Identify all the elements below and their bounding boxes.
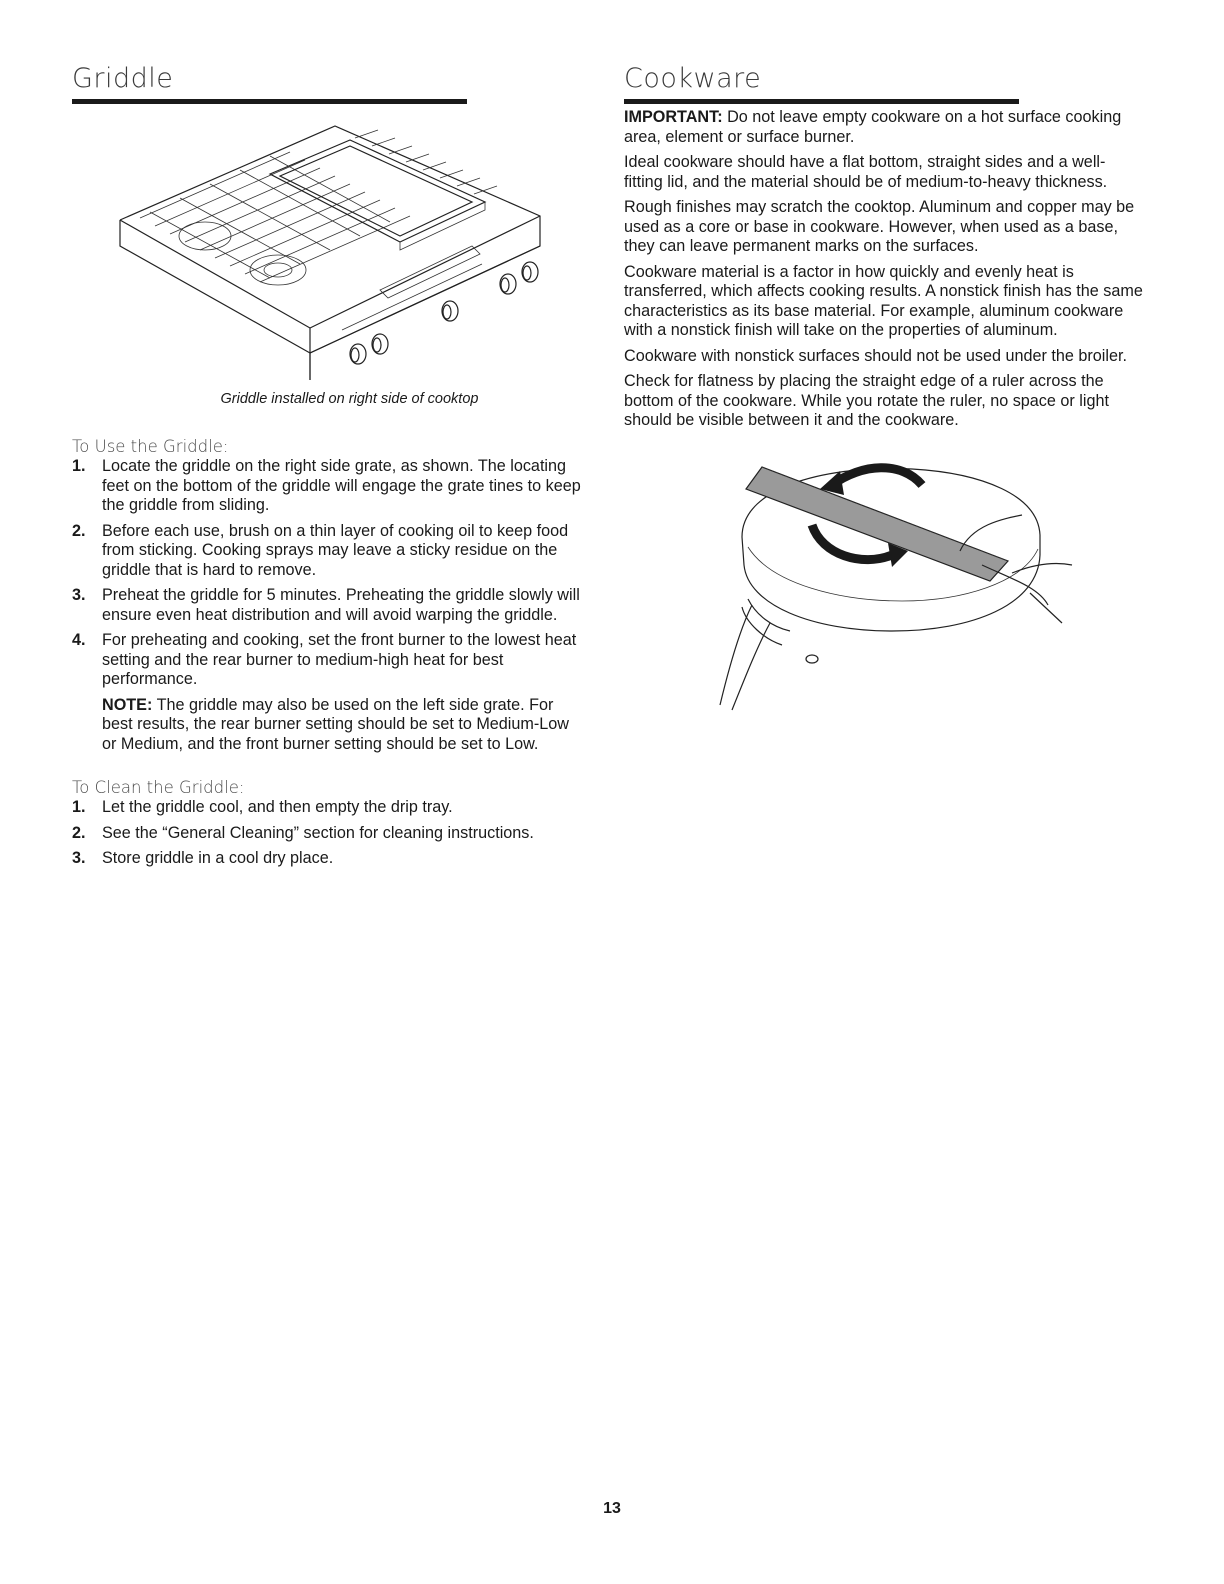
step-number: 1. [72,798,86,816]
cookware-section [624,60,1144,730]
step-text: Let the griddle cool, and then empty the drip tray. [102,798,453,816]
cookware-paragraph: Ideal cookware should have a flat bottom, straight sides and a well-fitting lid, and the material should be of medium-to-heavy thickness. [624,153,1108,191]
list-item [72,631,587,690]
step-number: 3. [72,586,86,604]
cookware-title-rule [624,99,1019,104]
note-label: NOTE: [102,695,153,714]
griddle-figure [72,118,587,407]
note-text: The griddle may also be used on the left side grate. For best results, the rear burner setting should be set to Medium-Low or Medium, and the front burner setting should be set to Low. [102,695,569,753]
step-number: 1. [72,457,86,475]
cooktop-griddle-illustration [110,118,550,380]
cookware-title: Cookware [624,63,762,94]
list-item [72,824,587,844]
list-item [72,522,587,581]
griddle-section [72,60,587,875]
step-number: 4. [72,631,86,649]
step-text: Locate the griddle on the right side grate, as shown. The locating feet on the bottom of the griddle will engage the grate tines to keep the griddle from sliding. [102,457,581,514]
step-text: Preheat the griddle for 5 minutes. Preheating the griddle slowly will ensure even heat distribution and will avoid warping the griddle. [102,586,580,624]
cookware-paragraph: Check for flatness by placing the straight edge of a ruler across the bottom of the cookware. While you rotate the ruler, no space or light should be visible between it and the cookware. [624,372,1109,429]
step-text: See the “General Cleaning” section for cleaning instructions. [102,823,534,842]
pan-ruler-illustration [712,455,1142,725]
cookware-paragraph: Cookware with nonstick surfaces should not be used under the broiler. [624,346,1127,365]
clean-griddle-heading: To Clean the Griddle: [72,778,245,797]
step-text: Before each use, brush on a thin layer of cooking oil to keep food from sticking. Cooking sprays may leave a sticky residue on the griddle that is hard to remove. [102,521,569,579]
griddle-caption: Griddle installed on right side of cooktop [220,391,479,407]
list-item [72,457,587,516]
step-text: Store griddle in a cool dry place. [102,849,334,867]
list-item [72,586,587,625]
page-number: 13 [603,1500,621,1517]
griddle-title: Griddle [72,63,174,94]
cookware-paragraph: Cookware material is a factor in how quickly and evenly heat is transferred, which affects cooking results. A nonstick finish has the same characteristics as its base material. For example, aluminum cookware with a nonstick finish will take on the properties of aluminum. [624,262,1143,339]
important-paragraph [624,108,1144,147]
step-number: 2. [72,823,86,842]
clean-griddle-steps [72,798,587,869]
list-item [72,798,587,818]
important-label: IMPORTANT: [624,108,723,126]
use-griddle-heading: To Use the Griddle: [72,437,229,456]
use-griddle-steps [72,457,587,690]
cookware-paragraph: Rough finishes may scratch the cooktop. Aluminum and copper may be used as a core or base in cookware. However, when used as a base, they can leave permanent marks on the surfaces. [624,198,1135,255]
step-number: 3. [72,849,86,867]
griddle-note [72,696,587,755]
step-number: 2. [72,521,86,540]
griddle-title-rule [72,99,467,104]
important-text: Do not leave empty cookware on a hot surface cooking area, element or surface burner. [624,108,1122,146]
step-text: For preheating and cooking, set the front burner to the lowest heat setting and the rear burner to medium-high heat for best performance. [102,631,577,688]
list-item [72,849,587,869]
